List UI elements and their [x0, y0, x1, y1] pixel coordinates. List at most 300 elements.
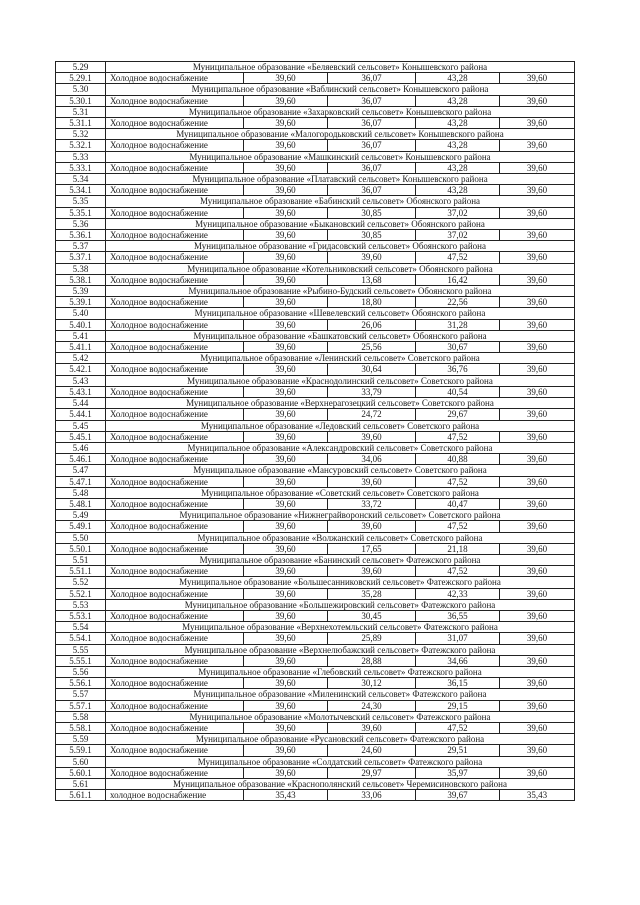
- tariff-row: [56, 790, 575, 801]
- row-number: 5.45.1: [56, 431, 106, 442]
- row-number: 5.31.1: [56, 118, 106, 129]
- municipality-title: Муниципальное образование «Верхнелюбажский сельсовет» Фатежского района: [106, 644, 575, 655]
- municipality-title: Муниципальное образование «Молотычевский сельсовет» Фатежского района: [106, 711, 575, 722]
- tariff-value-3: 43,28: [416, 118, 500, 129]
- municipality-title: Муниципальное образование «Волжанский сельсовет» Советского района: [106, 532, 575, 543]
- row-number: 5.38: [56, 263, 106, 274]
- tariff-row: [56, 207, 575, 218]
- tariff-row: [56, 543, 575, 554]
- tariff-value-2: 39,60: [328, 252, 416, 263]
- row-number: 5.36: [56, 218, 106, 229]
- tariff-value-4: 39,60: [500, 431, 575, 442]
- section-header-row: [56, 286, 575, 297]
- section-header-row: [56, 308, 575, 319]
- service-name: Холодное водоснабжение: [106, 207, 244, 218]
- tariff-value-2: 24,60: [328, 745, 416, 756]
- tariff-value-3: 29,15: [416, 700, 500, 711]
- tariff-value-3: 40,88: [416, 454, 500, 465]
- tariff-value-3: 37,02: [416, 207, 500, 218]
- municipality-title: Муниципальное образование «Платавский сельсовет» Конышевского района: [106, 174, 575, 185]
- municipality-title: Муниципальное образование «Глебовский сельсовет» Фатежского района: [106, 666, 575, 677]
- service-name: холодное водоснабжение: [106, 790, 244, 801]
- tariff-value-1: 39,60: [244, 700, 328, 711]
- tariff-value-2: 25,89: [328, 633, 416, 644]
- row-number: 5.44.1: [56, 409, 106, 420]
- tariff-row: [56, 431, 575, 442]
- tariff-value-2: 30,85: [328, 230, 416, 241]
- municipality-title: Муниципальное образование «Краснодолинский сельсовет» Советского района: [106, 375, 575, 386]
- tariff-value-2: 26,06: [328, 319, 416, 330]
- tariff-value-3: 37,02: [416, 230, 500, 241]
- tariff-value-4: 39,60: [500, 95, 575, 106]
- row-number: 5.58.1: [56, 722, 106, 733]
- service-name: Холодное водоснабжение: [106, 678, 244, 689]
- section-header-row: [56, 779, 575, 790]
- service-name: Холодное водоснабжение: [106, 140, 244, 151]
- service-name: Холодное водоснабжение: [106, 454, 244, 465]
- tariff-row: [56, 610, 575, 621]
- section-header-row: [56, 510, 575, 521]
- tariff-value-4: 35,43: [500, 790, 575, 801]
- tariff-value-1: 39,60: [244, 588, 328, 599]
- tariff-value-4: 39,60: [500, 745, 575, 756]
- row-number: 5.34: [56, 174, 106, 185]
- tariff-value-1: 39,60: [244, 342, 328, 353]
- tariff-row: [56, 566, 575, 577]
- section-header-row: [56, 375, 575, 386]
- row-number: 5.57: [56, 689, 106, 700]
- tariff-value-3: 22,56: [416, 297, 500, 308]
- tariff-value-2: 36,07: [328, 118, 416, 129]
- tariff-value-3: 36,76: [416, 364, 500, 375]
- tariff-value-1: 39,60: [244, 118, 328, 129]
- row-number: 5.52: [56, 577, 106, 588]
- section-header-row: [56, 196, 575, 207]
- section-header-row: [56, 174, 575, 185]
- row-number: 5.42.1: [56, 364, 106, 375]
- row-number: 5.60.1: [56, 767, 106, 778]
- section-header-row: [56, 442, 575, 453]
- service-name: Холодное водоснабжение: [106, 655, 244, 666]
- service-name: Холодное водоснабжение: [106, 633, 244, 644]
- tariff-value-1: 39,60: [244, 207, 328, 218]
- tariff-value-2: 24,72: [328, 409, 416, 420]
- tariff-row: [56, 454, 575, 465]
- tariff-value-1: 39,60: [244, 386, 328, 397]
- municipality-title: Муниципальное образование «Александровский сельсовет» Советского района: [106, 442, 575, 453]
- row-number: 5.54.1: [56, 633, 106, 644]
- tariff-value-4: 39,60: [500, 364, 575, 375]
- municipality-title: Муниципальное образование «Шевелевский сельсовет» Обоянского района: [106, 308, 575, 319]
- tariff-value-4: 39,60: [500, 297, 575, 308]
- row-number: 5.29.1: [56, 73, 106, 84]
- tariff-value-4: 39,60: [500, 274, 575, 285]
- tariff-value-1: 39,60: [244, 476, 328, 487]
- tariff-table: [55, 61, 575, 801]
- tariff-value-2: 36,07: [328, 185, 416, 196]
- municipality-title: Муниципальное образование «Бабинский сельсовет» Обоянского района: [106, 196, 575, 207]
- row-number: 5.37: [56, 241, 106, 252]
- row-number: 5.33: [56, 151, 106, 162]
- row-number: 5.39: [56, 286, 106, 297]
- tariff-value-4: 39,60: [500, 207, 575, 218]
- tariff-value-2: 35,28: [328, 588, 416, 599]
- service-name: Холодное водоснабжение: [106, 588, 244, 599]
- tariff-row: [56, 319, 575, 330]
- section-header-row: [56, 263, 575, 274]
- municipality-title: Муниципальное образование «Беляевский сельсовет» Конышевского района: [106, 62, 575, 73]
- tariff-row: [56, 252, 575, 263]
- service-name: Холодное водоснабжение: [106, 521, 244, 532]
- tariff-row: [56, 364, 575, 375]
- row-number: 5.57.1: [56, 700, 106, 711]
- section-header-row: [56, 689, 575, 700]
- tariff-value-4: 39,60: [500, 521, 575, 532]
- service-name: Холодное водоснабжение: [106, 498, 244, 509]
- tariff-value-1: 39,60: [244, 409, 328, 420]
- section-header-row: [56, 644, 575, 655]
- service-name: Холодное водоснабжение: [106, 252, 244, 263]
- tariff-value-1: 39,60: [244, 230, 328, 241]
- tariff-value-2: 28,88: [328, 655, 416, 666]
- tariff-value-3: 34,66: [416, 655, 500, 666]
- row-number: 5.32.1: [56, 140, 106, 151]
- row-number: 5.44: [56, 398, 106, 409]
- service-name: Холодное водоснабжение: [106, 431, 244, 442]
- section-header-row: [56, 577, 575, 588]
- tariff-value-2: 33,72: [328, 498, 416, 509]
- tariff-value-1: 39,60: [244, 140, 328, 151]
- row-number: 5.53.1: [56, 610, 106, 621]
- tariff-value-2: 25,56: [328, 342, 416, 353]
- tariff-value-1: 39,60: [244, 610, 328, 621]
- tariff-value-1: 39,60: [244, 454, 328, 465]
- tariff-value-2: 39,60: [328, 566, 416, 577]
- tariff-value-3: 35,97: [416, 767, 500, 778]
- tariff-value-3: 36,15: [416, 678, 500, 689]
- row-number: 5.50: [56, 532, 106, 543]
- tariff-value-2: 39,60: [328, 431, 416, 442]
- tariff-row: [56, 498, 575, 509]
- tariff-row: [56, 185, 575, 196]
- tariff-value-4: 39,60: [500, 633, 575, 644]
- service-name: Холодное водоснабжение: [106, 409, 244, 420]
- tariff-value-3: 43,28: [416, 95, 500, 106]
- row-number: 5.52.1: [56, 588, 106, 599]
- tariff-value-1: 39,60: [244, 252, 328, 263]
- tariff-row: [56, 140, 575, 151]
- service-name: Холодное водоснабжение: [106, 73, 244, 84]
- tariff-value-1: 39,60: [244, 297, 328, 308]
- tariff-row: [56, 230, 575, 241]
- municipality-title: Муниципальное образование «Банинский сельсовет» Фатежского района: [106, 554, 575, 565]
- row-number: 5.47: [56, 465, 106, 476]
- service-name: Холодное водоснабжение: [106, 700, 244, 711]
- municipality-title: Муниципальное образование «Ваблинский сельсовет» Конышевского района: [106, 84, 575, 95]
- municipality-title: Муниципальное образование «Захарковский сельсовет» Конышевского района: [106, 106, 575, 117]
- row-number: 5.43: [56, 375, 106, 386]
- row-number: 5.35.1: [56, 207, 106, 218]
- tariff-value-4: 39,60: [500, 73, 575, 84]
- section-header-row: [56, 532, 575, 543]
- tariff-value-2: 36,07: [328, 95, 416, 106]
- tariff-value-2: 39,60: [328, 476, 416, 487]
- tariff-row: [56, 162, 575, 173]
- tariff-value-3: 47,52: [416, 521, 500, 532]
- tariff-value-1: 39,60: [244, 767, 328, 778]
- tariff-value-3: 43,28: [416, 140, 500, 151]
- section-header-row: [56, 622, 575, 633]
- tariff-value-4: 39,60: [500, 566, 575, 577]
- section-header-row: [56, 398, 575, 409]
- row-number: 5.47.1: [56, 476, 106, 487]
- tariff-row: [56, 521, 575, 532]
- tariff-row: [56, 678, 575, 689]
- tariff-value-3: 47,52: [416, 722, 500, 733]
- tariff-value-2: 39,60: [328, 521, 416, 532]
- service-name: Холодное водоснабжение: [106, 610, 244, 621]
- tariff-value-1: 39,60: [244, 498, 328, 509]
- row-number: 5.35: [56, 196, 106, 207]
- tariff-value-2: 13,68: [328, 274, 416, 285]
- row-number: 5.50.1: [56, 543, 106, 554]
- service-name: Холодное водоснабжение: [106, 342, 244, 353]
- tariff-value-2: 30,12: [328, 678, 416, 689]
- section-header-row: [56, 353, 575, 364]
- tariff-value-4: 39,60: [500, 342, 575, 353]
- municipality-title: Муниципальное образование «Советский сельсовет» Советского района: [106, 487, 575, 498]
- municipality-title: Муниципальное образование «Верхнехотемльский сельсовет» Фатежского района: [106, 622, 575, 633]
- row-number: 5.32: [56, 129, 106, 140]
- service-name: Холодное водоснабжение: [106, 543, 244, 554]
- municipality-title: Муниципальное образование «Башкатовский сельсовет» Обоянского района: [106, 330, 575, 341]
- tariff-value-1: 39,60: [244, 722, 328, 733]
- municipality-title: Муниципальное образование «Нижнеграйворонский сельсовет» Советского района: [106, 510, 575, 521]
- tariff-value-3: 47,52: [416, 431, 500, 442]
- service-name: Холодное водоснабжение: [106, 386, 244, 397]
- service-name: Холодное водоснабжение: [106, 364, 244, 375]
- section-header-row: [56, 711, 575, 722]
- row-number: 5.36.1: [56, 230, 106, 241]
- tariff-value-3: 21,18: [416, 543, 500, 554]
- tariff-value-2: 36,07: [328, 73, 416, 84]
- tariff-value-2: 36,07: [328, 162, 416, 173]
- row-number: 5.40.1: [56, 319, 106, 330]
- row-number: 5.39.1: [56, 297, 106, 308]
- section-header-row: [56, 554, 575, 565]
- section-header-row: [56, 151, 575, 162]
- row-number: 5.55.1: [56, 655, 106, 666]
- row-number: 5.54: [56, 622, 106, 633]
- tariff-row: [56, 655, 575, 666]
- section-header-row: [56, 129, 575, 140]
- section-header-row: [56, 734, 575, 745]
- row-number: 5.49: [56, 510, 106, 521]
- row-number: 5.30.1: [56, 95, 106, 106]
- row-number: 5.34.1: [56, 185, 106, 196]
- tariff-value-1: 39,60: [244, 745, 328, 756]
- tariff-row: [56, 476, 575, 487]
- municipality-title: Муниципальное образование «Русановский сельсовет» Фатежского района: [106, 734, 575, 745]
- tariff-value-1: 39,60: [244, 274, 328, 285]
- row-number: 5.55: [56, 644, 106, 655]
- tariff-value-3: 16,42: [416, 274, 500, 285]
- tariff-value-2: 36,07: [328, 140, 416, 151]
- tariff-value-2: 30,45: [328, 610, 416, 621]
- row-number: 5.37.1: [56, 252, 106, 263]
- tariff-value-4: 39,60: [500, 386, 575, 397]
- row-number: 5.42: [56, 353, 106, 364]
- tariff-value-1: 39,60: [244, 162, 328, 173]
- tariff-value-3: 47,52: [416, 566, 500, 577]
- row-number: 5.61.1: [56, 790, 106, 801]
- tariff-value-4: 39,60: [500, 655, 575, 666]
- row-number: 5.46: [56, 442, 106, 453]
- tariff-value-3: 31,28: [416, 319, 500, 330]
- tariff-value-1: 39,60: [244, 655, 328, 666]
- row-number: 5.30: [56, 84, 106, 95]
- tariff-row: [56, 722, 575, 733]
- tariff-value-4: 39,60: [500, 230, 575, 241]
- section-header-row: [56, 420, 575, 431]
- municipality-title: Муниципальное образование «Верхнерагозецкий сельсовет» Советского района: [106, 398, 575, 409]
- tariff-value-4: 39,60: [500, 185, 575, 196]
- tariff-value-4: 39,60: [500, 252, 575, 263]
- section-header-row: [56, 487, 575, 498]
- tariff-value-4: 39,60: [500, 319, 575, 330]
- row-number: 5.51: [56, 554, 106, 565]
- tariff-value-3: 29,51: [416, 745, 500, 756]
- section-header-row: [56, 84, 575, 95]
- row-number: 5.56: [56, 666, 106, 677]
- tariff-value-3: 30,67: [416, 342, 500, 353]
- municipality-title: Муниципальное образование «Гридасовский сельсовет» Обоянского района: [106, 241, 575, 252]
- tariff-value-3: 36,55: [416, 610, 500, 621]
- tariff-value-3: 47,52: [416, 252, 500, 263]
- service-name: Холодное водоснабжение: [106, 185, 244, 196]
- tariff-value-1: 39,60: [244, 431, 328, 442]
- tariff-value-2: 39,60: [328, 722, 416, 733]
- municipality-title: Муниципальное образование «Быкановский сельсовет» Обоянского района: [106, 218, 575, 229]
- row-number: 5.60: [56, 756, 106, 767]
- service-name: Холодное водоснабжение: [106, 118, 244, 129]
- municipality-title: Муниципальное образование «Краснополянский сельсовет» Черемисиновского района: [106, 779, 575, 790]
- municipality-title: Муниципальное образование «Машкинский сельсовет» Конышевского района: [106, 151, 575, 162]
- tariff-value-2: 29,97: [328, 767, 416, 778]
- tariff-value-2: 34,06: [328, 454, 416, 465]
- row-number: 5.43.1: [56, 386, 106, 397]
- row-number: 5.53: [56, 599, 106, 610]
- service-name: Холодное водоснабжение: [106, 566, 244, 577]
- row-number: 5.48: [56, 487, 106, 498]
- tariff-value-3: 40,54: [416, 386, 500, 397]
- tariff-value-4: 39,60: [500, 118, 575, 129]
- tariff-value-1: 39,60: [244, 678, 328, 689]
- tariff-value-1: 39,60: [244, 521, 328, 532]
- row-number: 5.38.1: [56, 274, 106, 285]
- tariff-value-4: 39,60: [500, 588, 575, 599]
- tariff-row: [56, 73, 575, 84]
- municipality-title: Муниципальное образование «Миленинский сельсовет» Фатежского района: [106, 689, 575, 700]
- tariff-value-2: 30,64: [328, 364, 416, 375]
- tariff-row: [56, 274, 575, 285]
- tariff-value-4: 39,60: [500, 409, 575, 420]
- tariff-value-3: 40,47: [416, 498, 500, 509]
- tariff-value-4: 39,60: [500, 454, 575, 465]
- tariff-row: [56, 588, 575, 599]
- tariff-table-body: [56, 62, 575, 801]
- service-name: Холодное водоснабжение: [106, 476, 244, 487]
- tariff-value-3: 42,33: [416, 588, 500, 599]
- tariff-document: [55, 61, 574, 801]
- tariff-value-4: 39,60: [500, 767, 575, 778]
- service-name: Холодное водоснабжение: [106, 95, 244, 106]
- tariff-value-3: 47,52: [416, 476, 500, 487]
- service-name: Холодное водоснабжение: [106, 319, 244, 330]
- tariff-row: [56, 409, 575, 420]
- tariff-value-1: 39,60: [244, 566, 328, 577]
- municipality-title: Муниципальное образование «Малогородьковский сельсовет» Конышевского района: [106, 129, 575, 140]
- section-header-row: [56, 218, 575, 229]
- tariff-value-2: 18,80: [328, 297, 416, 308]
- tariff-value-4: 39,60: [500, 700, 575, 711]
- tariff-row: [56, 700, 575, 711]
- tariff-value-2: 30,85: [328, 207, 416, 218]
- section-header-row: [56, 666, 575, 677]
- tariff-value-4: 39,60: [500, 476, 575, 487]
- tariff-value-4: 39,60: [500, 498, 575, 509]
- tariff-value-4: 39,60: [500, 722, 575, 733]
- row-number: 5.51.1: [56, 566, 106, 577]
- tariff-value-3: 31,07: [416, 633, 500, 644]
- row-number: 5.31: [56, 106, 106, 117]
- tariff-value-1: 39,60: [244, 633, 328, 644]
- tariff-value-3: 43,28: [416, 73, 500, 84]
- tariff-row: [56, 745, 575, 756]
- municipality-title: Муниципальное образование «Ленинский сельсовет» Советского района: [106, 353, 575, 364]
- row-number: 5.29: [56, 62, 106, 73]
- municipality-title: Муниципальное образование «Котельниковский сельсовет» Обоянского района: [106, 263, 575, 274]
- row-number: 5.41.1: [56, 342, 106, 353]
- service-name: Холодное водоснабжение: [106, 274, 244, 285]
- municipality-title: Муниципальное образование «Мансуровский сельсовет» Советского района: [106, 465, 575, 476]
- tariff-value-2: 33,79: [328, 386, 416, 397]
- tariff-value-3: 39,67: [416, 790, 500, 801]
- section-header-row: [56, 106, 575, 117]
- row-number: 5.41: [56, 330, 106, 341]
- tariff-value-2: 24,30: [328, 700, 416, 711]
- tariff-value-1: 35,43: [244, 790, 328, 801]
- tariff-value-4: 39,60: [500, 162, 575, 173]
- municipality-title: Муниципальное образование «Большесанниковский сельсовет» Фатежского района: [106, 577, 575, 588]
- tariff-value-3: 43,28: [416, 185, 500, 196]
- service-name: Холодное водоснабжение: [106, 162, 244, 173]
- tariff-value-1: 39,60: [244, 543, 328, 554]
- section-header-row: [56, 62, 575, 73]
- service-name: Холодное водоснабжение: [106, 767, 244, 778]
- tariff-value-1: 39,60: [244, 185, 328, 196]
- tariff-value-4: 39,60: [500, 678, 575, 689]
- tariff-value-1: 39,60: [244, 73, 328, 84]
- tariff-value-2: 33,06: [328, 790, 416, 801]
- tariff-value-4: 39,60: [500, 610, 575, 621]
- service-name: Холодное водоснабжение: [106, 297, 244, 308]
- municipality-title: Муниципальное образование «Ледовский сельсовет» Советского района: [106, 420, 575, 431]
- tariff-value-1: 39,60: [244, 364, 328, 375]
- row-number: 5.33.1: [56, 162, 106, 173]
- row-number: 5.49.1: [56, 521, 106, 532]
- tariff-value-3: 43,28: [416, 162, 500, 173]
